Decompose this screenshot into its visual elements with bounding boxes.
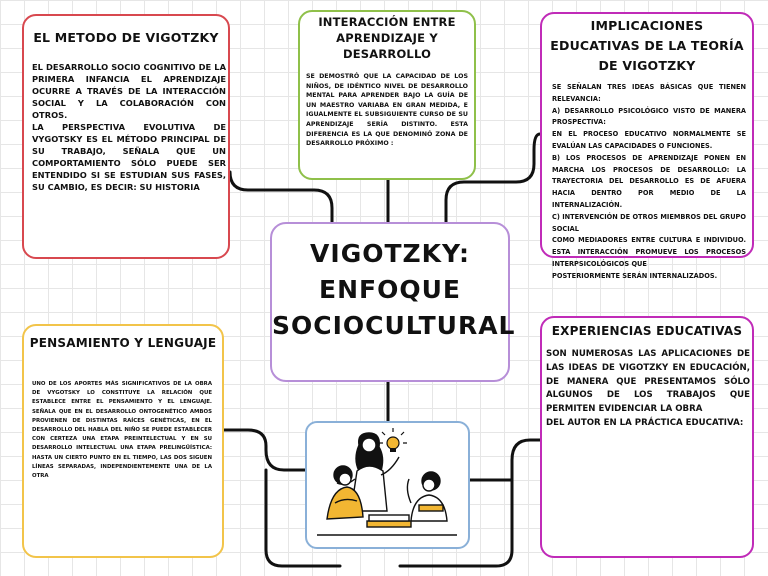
central-topic-card xyxy=(270,222,516,382)
interaccion-card xyxy=(298,10,476,180)
implicaciones-paragraph: EN EL PROCESO EDUCATIVO NORMALMENTE SE EVALÚAN LAS CAPACIDADES O FUNCIONES. xyxy=(552,130,746,150)
central-title xyxy=(272,236,516,344)
interaccion-title: INTERACCIÓN ENTRE APRENDIZAJE Y DESARROLLO xyxy=(318,15,456,61)
pensamiento-card xyxy=(22,324,224,558)
experiencias-title: EXPERIENCIAS EDUCATIVAS xyxy=(551,324,743,338)
metodo-card xyxy=(22,14,230,259)
pensamiento-title: PENSAMIENTO Y LENGUAJE xyxy=(29,336,217,350)
central-title-line: SOCIOCULTURAL xyxy=(272,311,516,340)
metodo-paragraph: EL DESARROLLO SOCIO COGNITIVO DE LA PRIMERA INFANCIA EL APRENDIZAJE OCURRE A TRAVÉS DE LA INTERACCIÓN SOCIAL Y LA COLABORACIÓN CON OTROS. xyxy=(32,62,226,120)
central-title-line: ENFOQUE xyxy=(319,275,461,304)
experiencias-text xyxy=(542,348,752,431)
metodo-title: EL METODO DE VIGOTZKY xyxy=(33,30,219,45)
implicaciones-paragraph: POSTERIORMENTE SERÁN INTERNALIZADOS. xyxy=(552,271,718,280)
central-title-line: VIGOTZKY: xyxy=(310,239,470,268)
implicaciones-paragraph: COMO MEDIADORES ENTRE CULTURA E INDIVIDUO. ESTA INTERACCIÓN PROMUEVE LOS PROCESOS INTERPSICOLÓGICOS QUE xyxy=(552,236,746,268)
experiencias-paragraph: DEL AUTOR EN LA PRÁCTICA EDUCATIVA: xyxy=(546,417,744,428)
implicaciones-paragraph: A) DESARROLLO PSICOLÓGICO VISTO DE MANERA PROSPECTIVA: xyxy=(552,106,746,127)
illustration-card xyxy=(305,421,470,549)
lightbulb-icon xyxy=(379,428,407,452)
experiencias-card xyxy=(540,316,754,558)
implicaciones-card xyxy=(540,12,754,280)
implicaciones-text xyxy=(542,82,752,283)
metodo-text xyxy=(24,61,228,193)
pensamiento-text: UNO DE LOS APORTES MÁS SIGNIFICATIVOS DE LA OBRA DE VYGOTSKY LO CONSTITUYE LA RELACIÓN QUE ESTABLECE ENTRE EL PENSAMIENTO Y EL LENGUAJE. SEÑALA QUE EN EL DESARROLLO ONTOGENÉTICO AMBOS PROVIENEN DE DISTINTAS RAÍCES GENÉTICAS, EN EL DESARROLLO DEL HABLA DEL NIÑO SE PUEDE ESTABLECER CON CERTEZA UNA ETAPA PREINTELECTUAL Y EN SU DESARROLLO INTELECTUAL UNA ETAPA PRELINGÜÍSTICA: HASTA UN CIERTO PUNTO EN EL TIEMPO, LAS DOS SIGUEN LÍNEAS SEPARADAS, INDEPENDIENTEMENTE UNA DE LA OTRA xyxy=(32,381,212,480)
interaccion-text: SE DEMOSTRÓ QUE LA CAPACIDAD DE LOS NIÑOS, DE IDÉNTICO NIVEL DE DESARROLLO MENTAL PARA APRENDER BAJO LA GUÍA DE UN MAESTRO VARIABA EN GRAN MEDIDA, E IGUALMENTE EL SUBSIGUIENTE CURSO DE SU APRENDIZAJE SERÍA DISTINTO. ESTA DIFERENCIA ES LA QUE DENOMINÓ ZONA DE DESARROLLO PRÓXIMO : xyxy=(306,73,468,148)
implicaciones-paragraph: C) INTERVENCIÓN DE OTROS MIEMBROS DEL GRUPO SOCIAL xyxy=(552,212,746,233)
implicaciones-paragraph: SE SEÑALAN TRES IDEAS BÁSICAS QUE TIENEN RELEVANCIA: xyxy=(552,83,746,103)
implicaciones-title: IMPLICACIONES EDUCATIVAS DE LA TEORÍA DE VIGOTZKY xyxy=(550,18,744,73)
implicaciones-paragraph: B) LOS PROCESOS DE APRENDIZAJE PONEN EN MARCHA LOS PROCESOS DE DESARROLLO: LA TRAYECTORIA DEL DESARROLLO ES DE AFUERA HACIA DENTRO POR MEDIO DE LA INTERNALIZACIÓN. xyxy=(552,153,746,209)
teacher-with-students-illustration xyxy=(307,423,468,547)
experiencias-paragraph: SON NUMEROSAS LAS APLICACIONES DE LAS IDEAS DE VIGOTZKY EN EDUCACIÓN, DE MANERA QUE PRESENTAMOS SÓLO ALGUNOS DE LOS TRABAJOS QUE PERMITEN EVIDENCIAR LA OBRA xyxy=(546,349,750,415)
metodo-paragraph: LA PERSPECTIVA EVOLUTIVA DE VYGOTSKY ES EL MÉTODO PRINCIPAL DE SU TRABAJO, SEÑALA QUE UN COMPORTAMIENTO SÓLO PUEDE SER ENTENDIDO SI SE ESTUDIAN SUS FASES, SU CAMBIO, ES DECIR: SU HISTORIA xyxy=(32,122,226,192)
